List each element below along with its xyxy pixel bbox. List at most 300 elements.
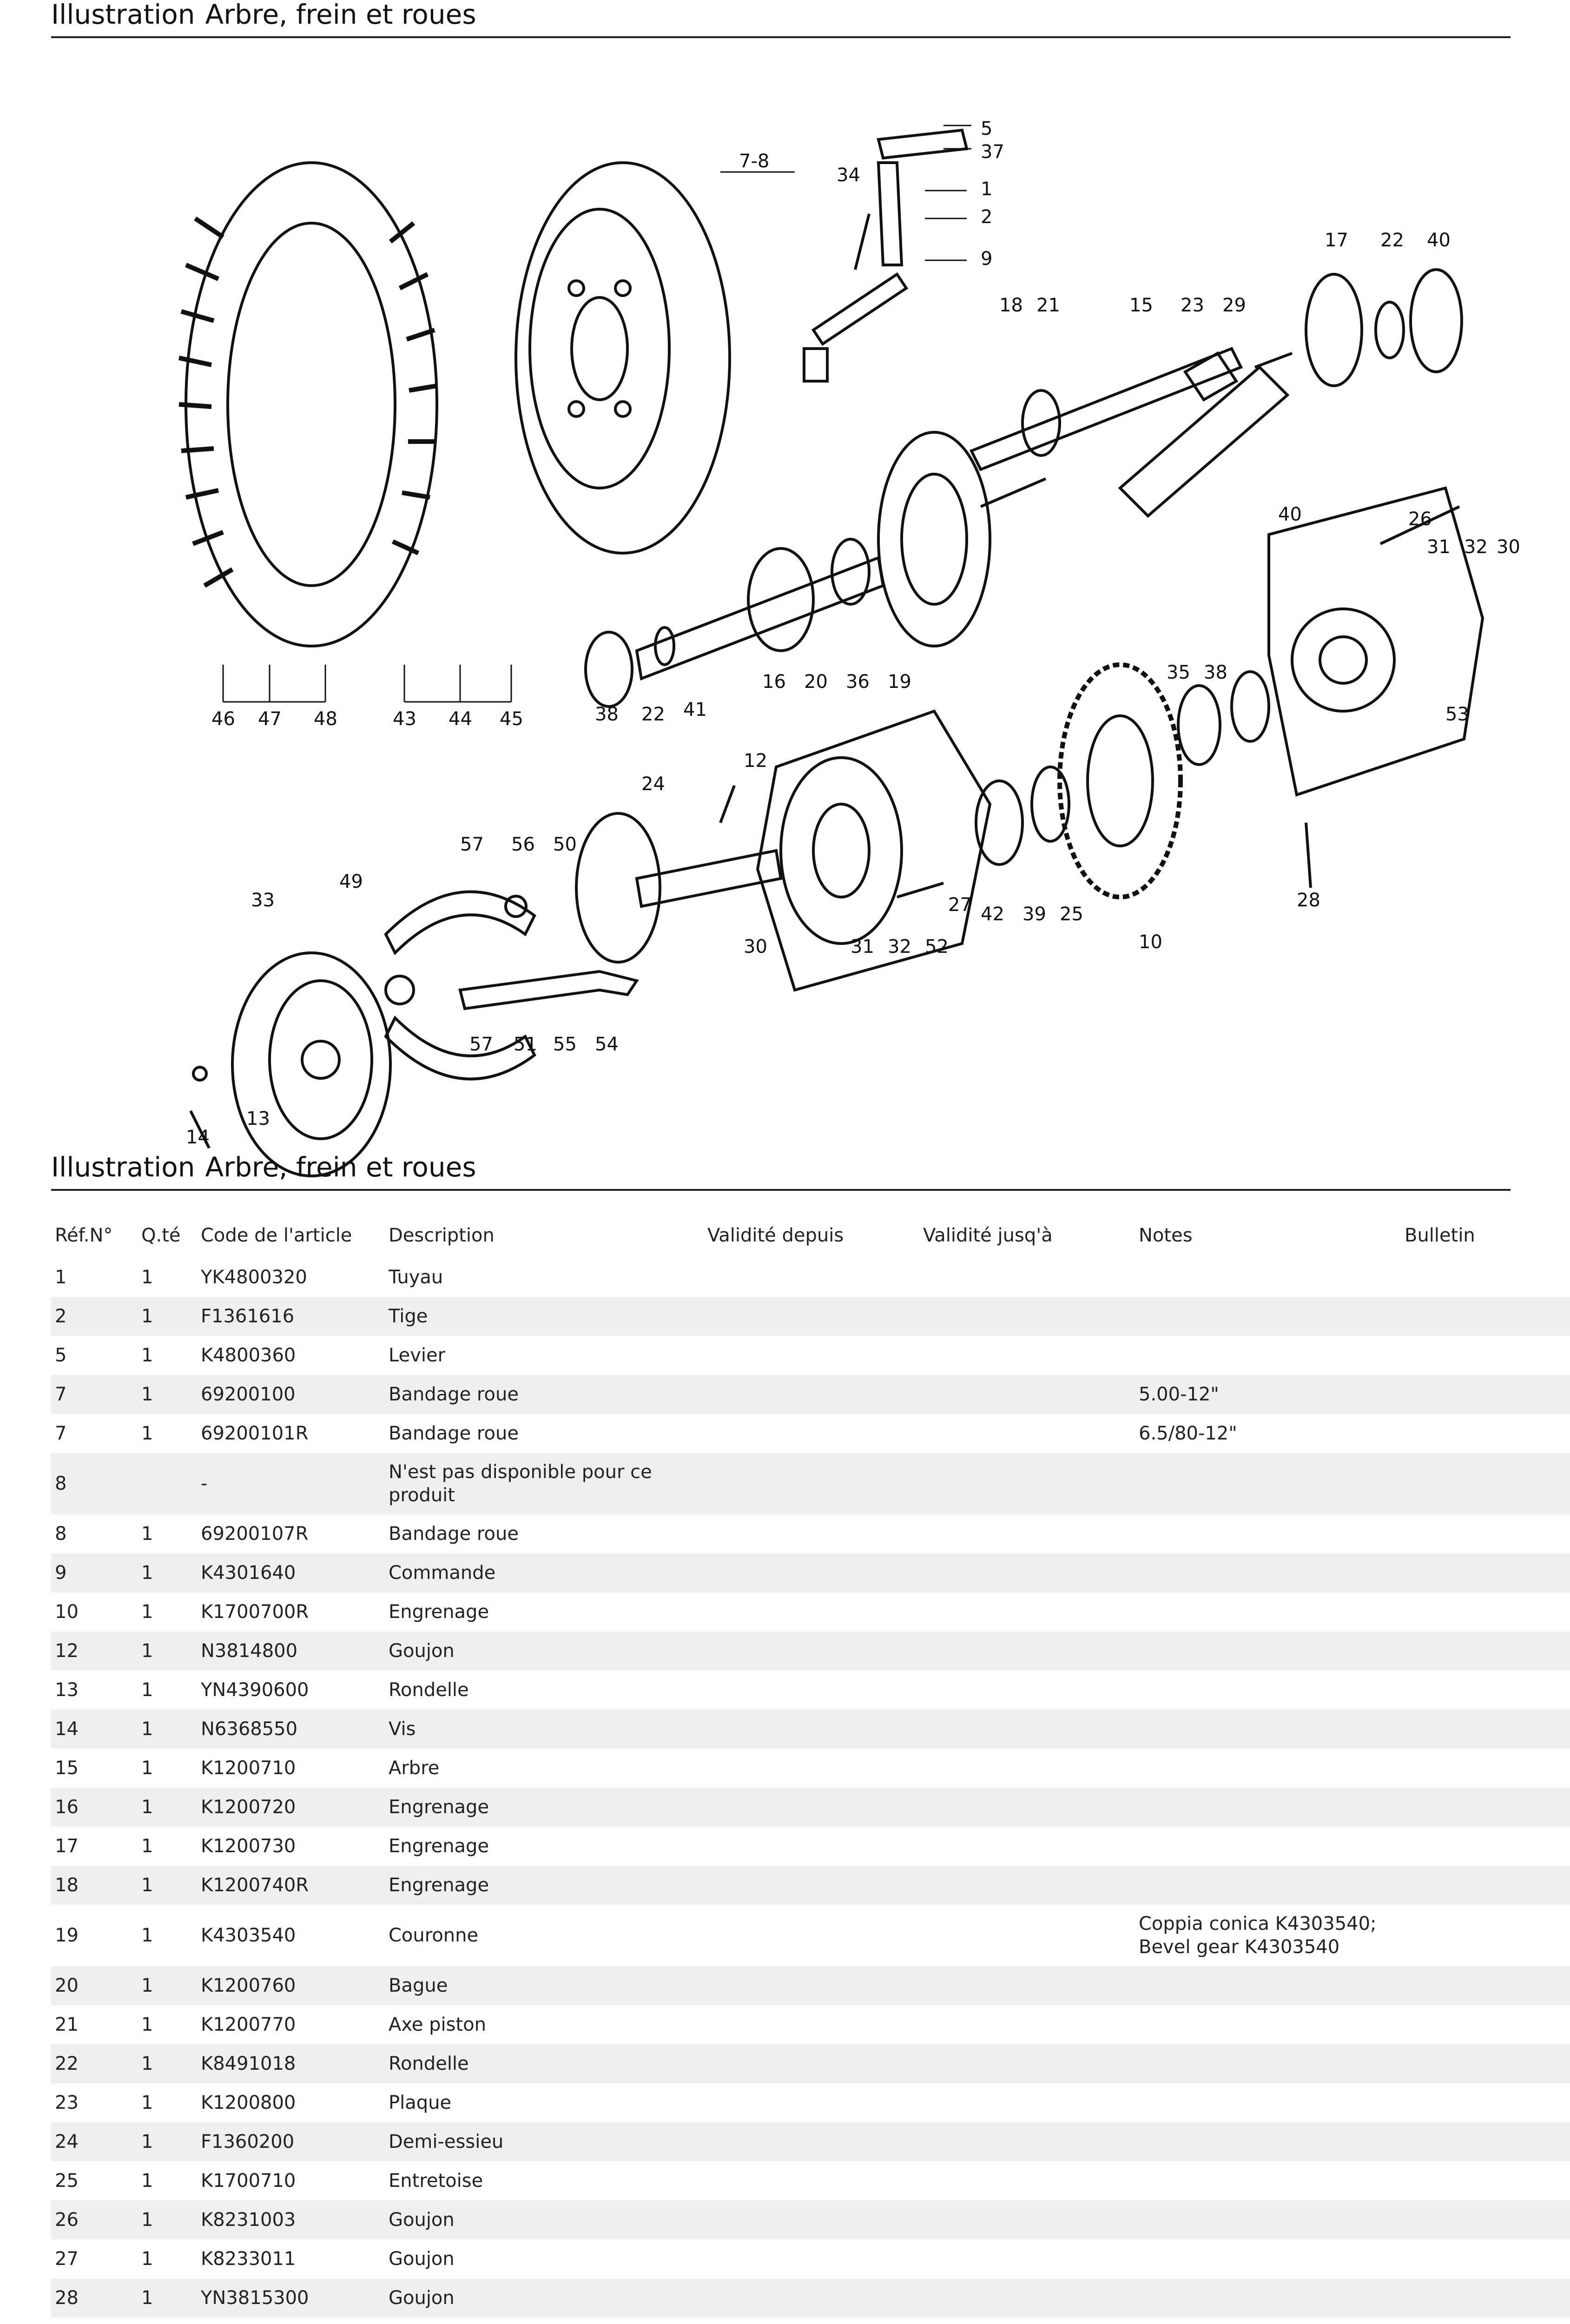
valid-to-cell (919, 1670, 1135, 1710)
callout: 20 (804, 671, 828, 693)
bulletin-cell (1401, 2317, 1570, 2324)
qty-cell: 1 (138, 1375, 197, 1414)
bulletin-cell (1401, 1749, 1570, 1788)
description-cell: Tige (385, 1297, 704, 1336)
ref-cell: 5 (55, 1345, 67, 1366)
table-row (51, 2239, 1570, 2278)
valid-to-cell (919, 1375, 1135, 1414)
qty-cell: 1 (141, 1601, 153, 1623)
code-cell: F1360200 (197, 2122, 385, 2161)
table-row (51, 1827, 1570, 1866)
valid-from-cell (704, 1336, 919, 1375)
bulletin-cell (1401, 1553, 1570, 1592)
valid-from-cell (704, 1670, 919, 1710)
valid-to-cell (919, 1749, 1135, 1788)
valid-to-cell (919, 2278, 1135, 2317)
ref-cell: 23 (55, 2092, 79, 2113)
description-cell: Goujon (389, 2248, 455, 2270)
tyre-illustration (179, 163, 437, 646)
middle-shaft-illustration (586, 539, 883, 706)
table-row (51, 2200, 1570, 2239)
qty-cell: 1 (141, 1423, 153, 1444)
ref-cell: 16 (51, 1788, 138, 1827)
table-row (51, 2122, 1570, 2161)
valid-to-cell (919, 1414, 1135, 1453)
callout: 40 (1278, 504, 1302, 525)
notes-cell (1135, 1514, 1401, 1553)
callout: 28 (1297, 890, 1320, 911)
callout: 36 (846, 671, 870, 693)
col-ref: Réf.N° (55, 1225, 113, 1246)
description-cell: Tuyau (389, 1267, 443, 1288)
bulletin-cell (1401, 1827, 1570, 1866)
notes-cell: 6.5/80-12" (1139, 1423, 1237, 1444)
valid-from-cell (704, 1631, 919, 1670)
notes-cell (1135, 1866, 1401, 1905)
callout: 41 (683, 699, 707, 720)
callout: 22 (1380, 230, 1404, 251)
callout: 50 (553, 834, 577, 855)
qty-cell: 1 (138, 1710, 197, 1749)
bulletin-cell (1401, 1336, 1570, 1375)
valid-from-cell (704, 2278, 919, 2317)
bulletin-cell (1401, 2278, 1570, 2317)
callout: 27 (948, 894, 972, 916)
table-row (51, 1905, 1570, 1966)
callout: 12 (744, 750, 767, 772)
bulletin-cell (1401, 2083, 1570, 2122)
callout: 10 (1139, 931, 1162, 953)
valid-to-cell (919, 1827, 1135, 1866)
callout: 18 (999, 295, 1023, 316)
callout: 43 (393, 708, 416, 730)
qty-cell: 1 (141, 2014, 153, 2035)
callout: 29 (1222, 295, 1246, 316)
table-row (51, 1297, 1570, 1336)
code-cell: K1200730 (201, 1835, 296, 1857)
qty-cell: 1 (138, 2044, 197, 2083)
callout: 40 (1427, 230, 1451, 251)
description-cell: Rondelle (389, 1679, 469, 1701)
description-cell: Demi-essieu (385, 2122, 704, 2161)
valid-from-cell (704, 1514, 919, 1553)
valid-to-cell (919, 1710, 1135, 1749)
bulletin-cell (1401, 1866, 1570, 1905)
notes-cell (1135, 1553, 1401, 1592)
description-cell: Engrenage (389, 1601, 489, 1623)
col-code: Code de l'article (201, 1225, 352, 1246)
callout: 15 (1129, 295, 1153, 316)
table-row (51, 1710, 1570, 1749)
table-row (51, 1258, 1570, 1297)
bearing-row-illustration (897, 672, 1311, 897)
bulletin-cell (1401, 2239, 1570, 2278)
notes-cell (1135, 1592, 1401, 1631)
ref-cell: 15 (55, 1757, 79, 1779)
bulletin-cell (1401, 1966, 1570, 2005)
qty-cell (138, 1453, 197, 1514)
parts-table-1 (51, 1213, 1570, 2324)
bulletin-cell (1401, 1297, 1570, 1336)
notes-cell (1135, 2083, 1401, 2122)
qty-cell: 1 (141, 1523, 153, 1545)
code-cell: K8231003 (197, 2200, 385, 2239)
col-valid-to: Validité jusq'à (923, 1225, 1053, 1246)
table-row (51, 2044, 1570, 2083)
description-cell: Goujon (385, 2278, 704, 2317)
qty-cell: 1 (138, 2200, 197, 2239)
bulletin-cell (1401, 1414, 1570, 1453)
code-cell: 69200107R (201, 1523, 309, 1545)
valid-from-cell (704, 1710, 919, 1749)
col-qty: Q.té (141, 1225, 181, 1246)
valid-from-cell (704, 1297, 919, 1336)
callout: 42 (981, 904, 1004, 925)
valid-to-cell (919, 1592, 1135, 1631)
callout: 19 (888, 671, 911, 693)
bulletin-cell (1401, 1258, 1570, 1297)
table-row (51, 1592, 1570, 1631)
valid-from-cell (704, 1905, 919, 1966)
callout: 16 (762, 671, 786, 693)
valid-to-cell (919, 2122, 1135, 2161)
valid-to-cell (919, 2083, 1135, 2122)
bulletin-cell (1401, 1631, 1570, 1670)
valid-from-cell (704, 1749, 919, 1788)
notes-cell (1135, 1336, 1401, 1375)
section-title-illustration (51, 0, 1511, 38)
callout: 13 (246, 1108, 270, 1129)
ref-cell: 1 (55, 1267, 67, 1288)
description-cell: N'est pas disponible pour ce produit (385, 1453, 704, 1514)
valid-to-cell (919, 2044, 1135, 2083)
ref-cell: 10 (55, 1601, 79, 1623)
code-cell: F1361616 (197, 1297, 385, 1336)
callout: 51 (514, 1034, 537, 1055)
description-cell: Plaque (389, 2092, 452, 2113)
callout: 9 (981, 248, 993, 270)
callout: 21 (1036, 295, 1060, 316)
table-row (51, 1336, 1570, 1375)
section-title-table-1 (51, 1153, 1511, 1191)
notes-cell (1135, 2317, 1401, 2324)
section-label: Illustration (51, 1151, 195, 1183)
notes-cell (1135, 2005, 1401, 2044)
code-cell: K4800360 (201, 1345, 296, 1366)
callout: 33 (251, 890, 275, 911)
notes-cell (1135, 2044, 1401, 2083)
callout: 35 (1167, 662, 1190, 683)
callout: 34 (837, 165, 860, 186)
description-cell: Commande (385, 1553, 704, 1592)
table-row (51, 2278, 1570, 2317)
valid-from-cell (704, 2083, 919, 2122)
description-cell: Bandage roue (385, 1375, 704, 1414)
table-row (51, 2317, 1570, 2324)
notes-cell (1135, 1631, 1401, 1670)
code-cell: N6368550 (197, 1710, 385, 1749)
qty-cell: 1 (141, 1679, 153, 1701)
valid-to-cell (919, 1866, 1135, 1905)
table-row (51, 1749, 1570, 1788)
bulletin-cell (1401, 2005, 1570, 2044)
code-cell: 69200101R (201, 1423, 309, 1444)
callout: 57 (469, 1034, 493, 1055)
callout: 26 (1408, 508, 1432, 530)
valid-to-cell (919, 1514, 1135, 1553)
qty-cell (138, 2317, 197, 2324)
ref-cell (51, 2317, 138, 2324)
description-cell: Couronne (389, 1925, 479, 1946)
callout: 23 (1181, 295, 1204, 316)
col-description: Description (389, 1225, 495, 1246)
callout: 57 (460, 834, 484, 855)
table-row (51, 2083, 1570, 2122)
section-heading: Arbre, frein et roues (205, 1151, 476, 1183)
description-cell: Levier (389, 1345, 446, 1366)
description-cell: Entretoise (389, 2170, 483, 2192)
ref-cell: 27 (55, 2248, 79, 2270)
bulletin-cell (1401, 2161, 1570, 2200)
table-row (51, 1514, 1570, 1553)
callout: 17 (1325, 230, 1348, 251)
callout: 37 (981, 141, 1004, 163)
callout: 14 (186, 1127, 210, 1148)
brake-drum-illustration (191, 953, 390, 1176)
callout: 56 (511, 834, 535, 855)
notes-cell (1135, 1966, 1401, 2005)
code-cell: K1200800 (201, 2092, 296, 2113)
qty-cell: 1 (141, 1925, 153, 1946)
valid-from-cell (704, 1414, 919, 1453)
col-bulletin: Bulletin (1405, 1225, 1475, 1246)
callout: 30 (744, 936, 767, 957)
callout-leader-lines (223, 125, 971, 702)
bulletin-cell (1401, 1905, 1570, 1966)
table-header-row (51, 1213, 1570, 1258)
valid-to-cell (919, 2005, 1135, 2044)
valid-to-cell (919, 2200, 1135, 2239)
callout: 52 (925, 936, 949, 957)
qty-cell: 1 (141, 1835, 153, 1857)
ref-cell: 24 (51, 2122, 138, 2161)
code-cell: K8491018 (197, 2044, 385, 2083)
valid-to-cell (919, 2161, 1135, 2200)
table-row (51, 1414, 1570, 1453)
col-notes: Notes (1139, 1225, 1193, 1246)
code-cell: K4301640 (197, 1553, 385, 1592)
notes-cell (1135, 1710, 1401, 1749)
valid-to-cell (919, 1966, 1135, 2005)
ref-cell: 22 (51, 2044, 138, 2083)
section-heading: Arbre, frein et roues (205, 0, 476, 30)
notes-cell (1135, 2278, 1401, 2317)
code-cell: K1200720 (197, 1788, 385, 1827)
table-row (51, 1453, 1570, 1514)
notes-cell (1135, 2161, 1401, 2200)
valid-from-cell (704, 1592, 919, 1631)
notes-cell (1135, 1453, 1401, 1514)
valid-from-cell (704, 2239, 919, 2278)
ref-cell: 18 (51, 1866, 138, 1905)
ref-cell: 13 (55, 1679, 79, 1701)
code-cell: K1200770 (201, 2014, 296, 2035)
description-cell: Bandage roue (389, 1523, 519, 1545)
table-row (51, 1670, 1570, 1710)
ref-cell: 8 (55, 1523, 67, 1545)
callout: 49 (339, 871, 363, 892)
bulletin-cell (1401, 1788, 1570, 1827)
code-cell: K1700700R (201, 1601, 309, 1623)
valid-to-cell (919, 1553, 1135, 1592)
description-cell: Rondelle (385, 2044, 704, 2083)
code-cell: K1200740R (197, 1866, 385, 1905)
table-row (51, 2005, 1570, 2044)
valid-to-cell (919, 1297, 1135, 1336)
qty-cell: 1 (141, 1267, 153, 1288)
notes-cell (1135, 1827, 1401, 1866)
callout: 48 (314, 708, 337, 730)
valid-to-cell (919, 1788, 1135, 1827)
description-cell: Bague (385, 1966, 704, 2005)
callout: 47 (258, 708, 282, 730)
valid-from-cell (704, 1827, 919, 1866)
bulletin-cell (1401, 1375, 1570, 1414)
exploded-parts-diagram (51, 70, 1520, 1148)
description-cell: Axe piston (389, 2014, 486, 2035)
description-cell: Arbre (389, 1757, 440, 1779)
notes-cell (1135, 1670, 1401, 1710)
callout: 54 (595, 1034, 619, 1055)
callout: 38 (595, 704, 619, 725)
col-valid-from: Validité depuis (707, 1225, 844, 1246)
ref-cell: 19 (55, 1925, 79, 1946)
right-housing-illustration (1269, 488, 1483, 795)
valid-from-cell (704, 1258, 919, 1297)
table-row (51, 1553, 1570, 1592)
valid-from-cell (704, 1553, 919, 1592)
code-cell: YK4800320 (201, 1267, 307, 1288)
qty-cell: 1 (138, 2278, 197, 2317)
bulletin-cell (1401, 1710, 1570, 1749)
bulletin-cell (1401, 1514, 1570, 1553)
table-row (51, 1631, 1570, 1670)
callout: 32 (1464, 536, 1488, 558)
table-row (51, 2161, 1570, 2200)
code-cell: K1200760 (197, 1966, 385, 2005)
notes-cell: 5.00-12" (1135, 1375, 1401, 1414)
callout: 7-8 (739, 151, 770, 172)
notes-cell (1135, 1258, 1401, 1297)
valid-to-cell (919, 2317, 1135, 2324)
description-cell: Goujon (385, 2200, 704, 2239)
valid-from-cell (704, 2317, 919, 2324)
notes-cell (1135, 1749, 1401, 1788)
valid-from-cell (704, 2200, 919, 2239)
ref-cell: 14 (51, 1710, 138, 1749)
ref-cell: 17 (55, 1835, 79, 1857)
ref-cell: 21 (55, 2014, 79, 2035)
ref-cell: 2 (51, 1297, 138, 1336)
code-cell: K8233011 (201, 2248, 296, 2270)
valid-to-cell (919, 1336, 1135, 1375)
ref-cell: 20 (51, 1966, 138, 2005)
notes-cell (1135, 2200, 1401, 2239)
notes-cell (1135, 1297, 1401, 1336)
ref-cell: 7 (51, 1375, 138, 1414)
code-cell: YN3815300 (197, 2278, 385, 2317)
callout: 38 (1204, 662, 1227, 683)
callout: 24 (641, 773, 665, 795)
qty-cell: 1 (138, 1553, 197, 1592)
qty-cell: 1 (138, 1631, 197, 1670)
valid-from-cell (704, 1866, 919, 1905)
ref-cell: 25 (55, 2170, 79, 2192)
valid-to-cell (919, 2239, 1135, 2278)
description-cell: Goujon (385, 1631, 704, 1670)
notes-cell (1135, 2239, 1401, 2278)
code-cell: K1700710 (201, 2170, 296, 2192)
valid-from-cell (704, 1966, 919, 2005)
qty-cell: 1 (141, 2170, 153, 2192)
callout: 31 (1427, 536, 1451, 558)
valid-from-cell (704, 2005, 919, 2044)
ref-cell: 28 (51, 2278, 138, 2317)
code-cell: - (197, 1453, 385, 1514)
valid-from-cell (704, 1788, 919, 1827)
valid-from-cell (704, 2044, 919, 2083)
callout: 39 (1022, 904, 1046, 925)
callout: 44 (449, 708, 472, 730)
bulletin-cell (1401, 2200, 1570, 2239)
qty-cell: 1 (138, 2122, 197, 2161)
callout: 30 (1497, 536, 1520, 558)
callout: 2 (981, 206, 993, 228)
table-row (51, 1788, 1570, 1827)
valid-to-cell (919, 1258, 1135, 1297)
qty-cell: 1 (138, 1297, 197, 1336)
callout: 22 (641, 704, 665, 725)
callout: 31 (851, 936, 874, 957)
bulletin-cell (1401, 1592, 1570, 1631)
ref-cell: 7 (55, 1423, 67, 1444)
qty-cell: 1 (138, 1866, 197, 1905)
wheel-rim-illustration (516, 163, 730, 553)
qty-cell: 1 (138, 1966, 197, 2005)
valid-from-cell (704, 1453, 919, 1514)
ref-cell: 26 (51, 2200, 138, 2239)
qty-cell: 1 (141, 1757, 153, 1779)
code-cell: K4303540 (201, 1925, 296, 1946)
callout: 45 (500, 708, 523, 730)
qty-cell: 1 (141, 1345, 153, 1366)
description-cell: Vis (385, 1710, 704, 1749)
callout: 1 (981, 178, 993, 200)
callout: 32 (888, 936, 911, 957)
callout: 55 (553, 1034, 577, 1055)
callout: 53 (1445, 704, 1469, 725)
bevel-crown-illustration (878, 432, 990, 646)
description-cell: Engrenage (389, 1835, 489, 1857)
ref-cell: 8 (51, 1453, 138, 1514)
bulletin-cell (1401, 2044, 1570, 2083)
bulletin-cell (1401, 2122, 1570, 2161)
code-cell: 69200100 (197, 1375, 385, 1414)
valid-to-cell (919, 1905, 1135, 1966)
table-row (51, 1966, 1570, 2005)
valid-from-cell (704, 2161, 919, 2200)
bulletin-cell (1401, 1453, 1570, 1514)
